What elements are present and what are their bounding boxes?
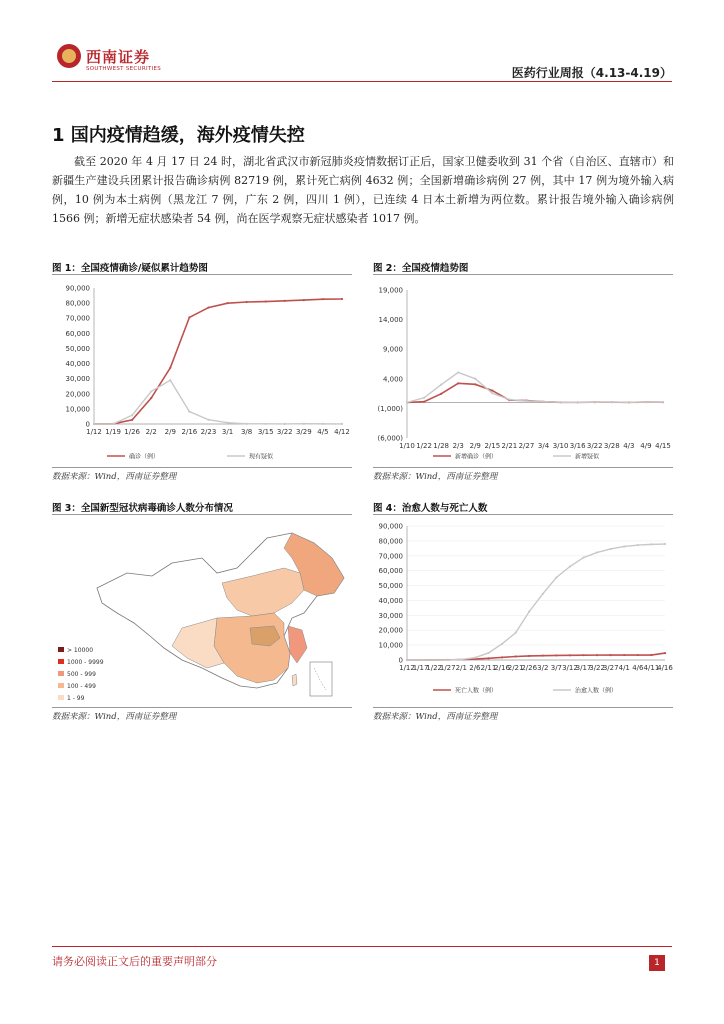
data-point [188,410,190,412]
y-tick-label: 10,000 [65,405,90,414]
data-point [265,300,267,302]
x-tick-label: 4/9 [640,442,652,450]
y-tick-label: 80,000 [65,299,90,308]
data-point [628,401,630,403]
map-legend [58,647,104,702]
x-tick-label: 2/21 [501,442,518,450]
data-point [623,545,625,547]
x-tick-label: 4/12 [334,428,350,436]
data-point [611,401,613,403]
y-tick-label: 70,000 [378,552,403,561]
data-point [487,652,489,654]
header-rule [52,81,672,82]
data-point [284,300,286,302]
map-legend-swatch-2 [58,659,64,664]
data-point [406,401,408,403]
data-point [528,611,530,613]
data-point [303,423,305,425]
company-logo-icon [57,44,81,68]
y-tick-label: 60,000 [378,567,403,576]
data-point [637,654,639,656]
x-tick-label: 4/15 [655,442,671,450]
fig2-title: 图 2：全国疫情趋势图 [373,263,469,274]
data-point [501,643,503,645]
data-point [515,632,517,634]
data-point [555,576,557,578]
x-tick-label: 3/27 [602,664,619,672]
data-point [594,401,596,403]
x-tick-label: 3/1 [221,428,234,436]
data-point [150,390,152,392]
data-point [528,655,530,657]
data-point [474,657,476,659]
x-tick-label: 3/8 [240,428,253,436]
data-point [423,401,425,403]
x-tick-label: 4/5 [317,428,329,436]
fig4-source: 数据来源：Wind，西南证券整理 [373,712,498,722]
data-point [440,393,442,395]
x-tick-label: 4/3 [623,442,635,450]
y-tick-label: 40,000 [378,596,403,605]
data-point [610,654,612,656]
x-tick-label: 2/16 [181,428,198,436]
x-tick-label: 2/11 [480,664,497,672]
fig4-title-rule [373,514,673,515]
x-tick-label: 1/12 [399,664,415,672]
x-tick-label: 1/10 [399,442,415,450]
y-tick-label: 40,000 [65,360,90,369]
data-point [284,423,286,425]
legend-label: 新增确诊（例） [455,453,498,461]
map-legend-label-4: 100 - 499 [67,683,96,690]
data-point [169,379,171,381]
x-tick-label: 4/6 [632,664,644,672]
y-tick-label: 60,000 [65,329,90,338]
data-point [131,419,133,421]
fig2-chart [373,278,673,468]
data-point [577,401,579,403]
data-point [207,306,209,308]
y-tick-label: 4,000 [382,375,403,384]
data-point [246,301,248,303]
y-tick-label: 70,000 [65,314,90,323]
data-point [226,302,228,304]
body-paragraph: 截至 2020 年 4 月 17 日 24 时，湖北省武汉市新冠肺炎疫情数据订正后，国家卫健委收到 31 个省（自治区、直辖市）和新疆生产建设兵团累计报告确诊病例 82719 例，累计死亡病例 4632 例；全国新增确诊病例 27 例，其中 17 例为境外输入病例，10 例为本土病例（黑龙江 7 例，广东 2 例，四川 1 例），已连续 4 日本土新增为两位数。累计报告境外输入确诊病例 1566 例；新增无症状感染者 54 例，尚在医学观察无症状感染者 1017 例。 [52,155,674,225]
data-point [525,400,527,402]
data-point [433,659,435,661]
y-tick-label: 30,000 [65,375,90,384]
x-tick-label: 2/9 [164,428,176,436]
x-tick-label: 3/4 [537,442,550,450]
map-region-taiwan [292,674,297,686]
data-point [406,659,408,661]
x-tick-label: 1/22 [426,664,443,672]
y-tick-label: 10,000 [378,641,403,650]
x-tick-label: 3/12 [562,664,578,672]
fig1-bottom-rule [52,467,352,468]
x-tick-label: 3/29 [295,428,312,436]
data-point [560,401,562,403]
brand-name-cn: 西南证券 [86,48,151,66]
x-tick-label: 1/12 [86,428,102,436]
fig3-map [52,518,352,706]
data-point [515,655,517,657]
fig3-bottom-rule [52,707,352,708]
legend-label: 现有疑似 [249,453,274,461]
data-point [555,654,557,656]
map-legend-label-3: 500 - 999 [67,671,96,678]
y-tick-label: 90,000 [65,284,90,293]
data-point [569,654,571,656]
data-point [662,401,664,403]
y-tick-label: (1,000) [377,404,403,413]
fig4-chart [373,518,673,706]
y-tick-label: (6,000) [377,434,403,443]
data-point [447,659,449,661]
data-point [542,655,544,657]
data-point [491,389,493,391]
data-point [542,401,544,403]
y-tick-label: 20,000 [65,390,90,399]
data-point [610,548,612,550]
x-tick-label: 4/1 [618,664,630,672]
map-legend-swatch-5 [58,695,64,700]
data-point [150,397,152,399]
data-point [207,419,209,421]
fig3-title-rule [52,514,352,515]
map-legend-label-5: 1 - 99 [67,695,85,702]
data-point [582,654,584,656]
data-point [501,656,503,658]
y-tick-label: 19,000 [378,286,403,295]
data-point [265,423,267,425]
x-tick-label: 1/22 [416,442,432,450]
x-tick-label: 4/16 [657,664,673,672]
legend-label: 确诊（例） [129,453,160,461]
fig1-chart [52,278,352,468]
map-region-east [288,626,307,663]
fig3-source: 数据来源：Wind，西南证券整理 [52,712,177,722]
map-legend-swatch-3 [58,671,64,676]
fig4-bottom-rule [373,707,673,708]
fig2-title-rule [373,274,673,275]
data-point [322,423,324,425]
data-point [582,556,584,558]
x-tick-label: 2/3 [452,442,464,450]
x-tick-label: 3/22 [276,428,293,436]
series-line-1 [407,653,665,660]
y-tick-label: 14,000 [378,316,403,325]
x-tick-label: 3/15 [257,428,274,436]
x-tick-label: 1/27 [439,664,456,672]
data-point [188,316,190,318]
fig2-bottom-rule [373,467,673,468]
x-tick-label: 2/26 [521,664,538,672]
map-legend-swatch-1 [58,647,64,652]
data-point [623,654,625,656]
data-point [457,371,459,373]
x-tick-label: 2/21 [507,664,524,672]
series-line-1 [407,383,663,402]
data-point [460,658,462,660]
y-tick-label: 20,000 [378,626,403,635]
section-title: 1 国内疫情趋缓，海外疫情失控 [52,125,305,146]
series-line-1 [94,299,342,424]
y-tick-label: 0 [85,420,90,429]
fig1-source: 数据来源：Wind，西南证券整理 [52,472,177,482]
x-tick-label: 2/1 [455,664,467,672]
series-line-2 [407,544,665,660]
data-point [341,298,343,300]
data-point [226,422,228,424]
series-line-2 [407,372,663,402]
data-point [596,654,598,656]
x-tick-label: 3/2 [537,664,549,672]
map-legend-swatch-4 [58,683,64,688]
y-tick-label: 80,000 [378,537,403,546]
data-point [491,392,493,394]
y-tick-label: 30,000 [378,611,403,620]
data-point [341,423,343,425]
data-point [303,299,305,301]
data-point [474,383,476,385]
data-point [423,397,425,399]
footer-disclaimer: 请务必阅读正文后的重要声明部分 [52,955,217,968]
brand-name-en: SOUTHWEST SECURITIES [86,66,162,72]
fig1-title: 图 1：全国疫情确诊/疑似累计趋势图 [52,263,208,274]
x-tick-label: 3/28 [603,442,620,450]
map-legend-label-1: > 10000 [67,647,94,654]
x-tick-label: 2/9 [469,442,481,450]
x-tick-label: 4/11 [643,664,660,672]
page-number: 1 [649,955,665,971]
x-tick-label: 1/19 [105,428,121,436]
fig4-title: 图 4：治愈人数与死亡人数 [373,503,488,514]
y-tick-label: 50,000 [378,582,403,591]
data-point [664,543,666,545]
data-point [131,414,133,416]
data-point [93,423,95,425]
x-tick-label: 2/16 [494,664,510,672]
map-legend-label-2: 1000 - 9999 [67,659,104,666]
data-point [169,367,171,369]
x-tick-label: 3/17 [575,664,592,672]
x-tick-label: 3/10 [552,442,569,450]
x-tick-label: 1/26 [124,428,141,436]
x-tick-label: 3/7 [550,664,563,672]
data-point [569,565,571,567]
data-point [474,378,476,380]
x-tick-label: 3/16 [569,442,586,450]
data-point [664,652,666,654]
data-point [645,401,647,403]
x-tick-label: 1/28 [433,442,450,450]
y-tick-label: 90,000 [378,522,403,531]
fig2-source: 数据来源：Wind，西南证券整理 [373,472,498,482]
fig3-title: 图 3：全国新型冠状病毒确诊人数分布情况 [52,503,233,514]
data-point [487,657,489,659]
footer-rule [52,946,672,947]
legend-label: 死亡人数（例） [455,687,498,695]
data-point [596,551,598,553]
data-point [457,382,459,384]
report-title: 医药行业周报（4.13-4.19） [511,66,672,80]
fig1-title-rule [52,274,352,275]
data-point [419,659,421,661]
x-tick-label: 2/2 [145,428,157,436]
x-tick-label: 2/6 [469,664,481,672]
legend-label: 新增疑似 [575,453,600,461]
data-point [637,544,639,546]
series-line-2 [94,380,342,424]
data-point [322,298,324,300]
data-point [650,654,652,656]
x-tick-label: 2/15 [484,442,501,450]
data-point [542,593,544,595]
data-point [112,423,114,425]
x-tick-label: 2/27 [518,442,535,450]
data-point [650,543,652,545]
y-tick-label: 0 [398,656,403,665]
data-point [508,398,510,400]
data-point [440,384,442,386]
y-tick-label: 50,000 [65,344,90,353]
x-tick-label: 3/22 [586,442,603,450]
x-tick-label: 1/17 [412,664,429,672]
x-tick-label: 3/22 [589,664,605,672]
x-tick-label: 2/23 [200,428,217,436]
data-point [246,423,248,425]
y-tick-label: 9,000 [382,345,403,354]
legend-label: 治愈人数（例） [575,687,618,695]
map-south-sea-inset [310,662,332,696]
